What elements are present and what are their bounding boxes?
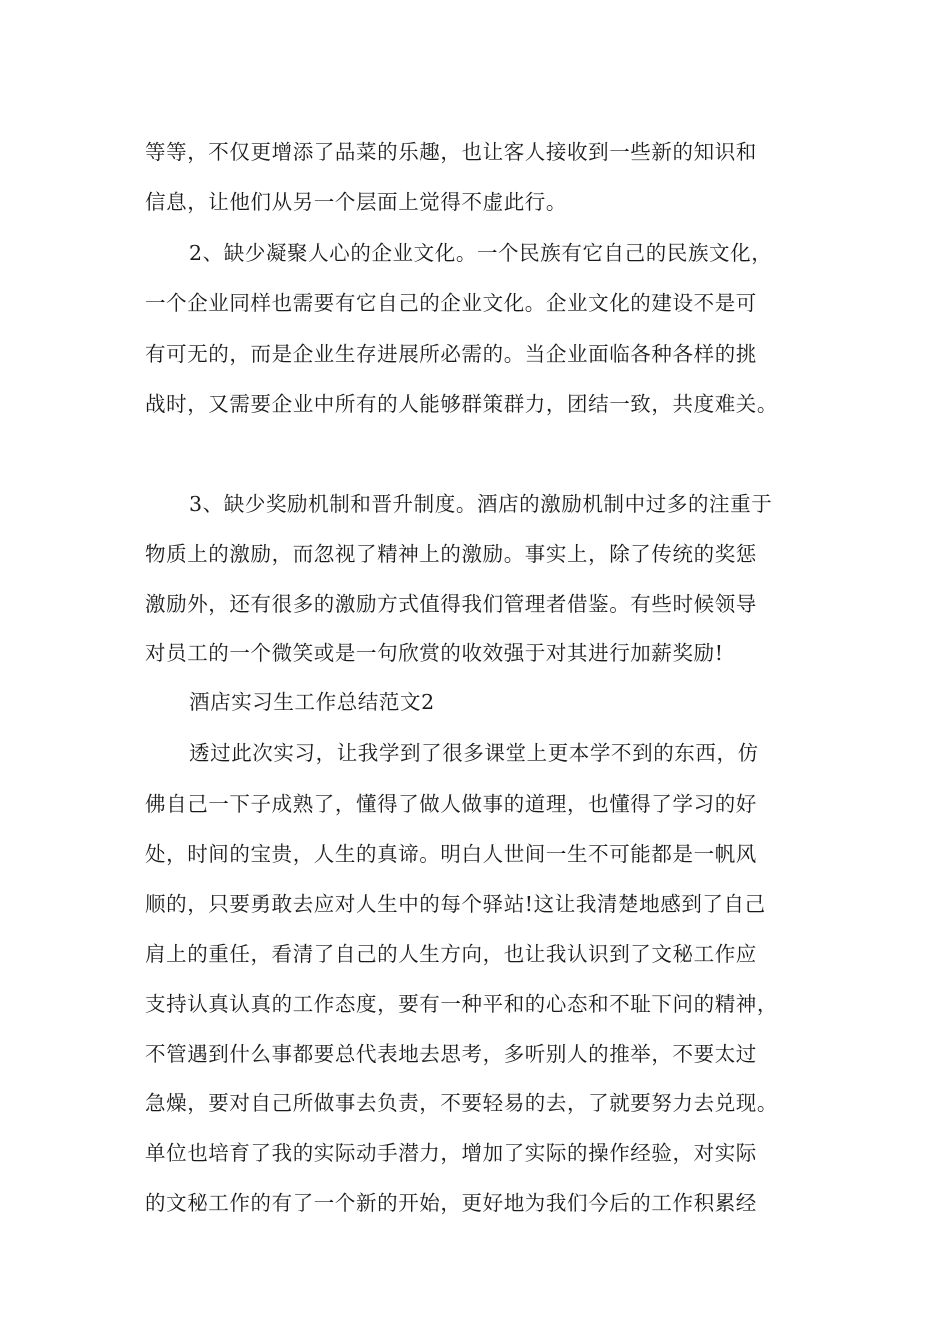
text-line: 急燥，要对自己所做事去负责，不要轻易的去，了就要努力去兑现。: [145, 1091, 778, 1115]
section-heading: 酒店实习生工作总结范文2: [189, 690, 435, 714]
paragraph-start-line: 透过此次实习，让我学到了很多课堂上更本学不到的东西，仿: [189, 741, 759, 765]
text-line: 信息，让他们从另一个层面上觉得不虚此行。: [145, 190, 567, 214]
text-line: 不管遇到什么事都要总代表地去思考，多听别人的推举，不要太过: [145, 1042, 757, 1066]
text-line: 战时，又需要企业中所有的人能够群策群力，团结一致，共度难关。: [145, 392, 778, 416]
text-line: 激励外，还有很多的激励方式值得我们管理者借鉴。有些时候领导: [145, 592, 757, 616]
text-line: 支持认真认真的工作态度，要有一种平和的心态和不耻下问的精神，: [145, 992, 778, 1016]
text-line: 一个企业同样也需要有它自己的企业文化。企业文化的建设不是可: [145, 291, 757, 315]
text-line: 的文秘工作的有了一个新的开始，更好地为我们今后的工作积累经: [145, 1191, 757, 1215]
text-line: 顺的，只要勇敢去应对人生中的每个驿站!这让我清楚地感到了自己: [145, 892, 766, 916]
text-line: 对员工的一个微笑或是一句欣赏的收效强于对其进行加薪奖励!: [145, 641, 724, 665]
text-line: 物质上的激励，而忽视了精神上的激励。事实上，除了传统的奖惩: [145, 542, 757, 566]
paragraph-start-line: 2、缺少凝聚人心的企业文化。一个民族有它自己的民族文化，: [189, 241, 773, 265]
text-line: 处，时间的宝贵，人生的真谛。明白人世间一生不可能都是一帆风: [145, 842, 757, 866]
text-line: 肩上的重任，看清了自己的人生方向，也让我认识到了文秘工作应: [145, 942, 757, 966]
text-line: 单位也培育了我的实际动手潜力，增加了实际的操作经验，对实际: [145, 1141, 757, 1165]
text-line: 有可无的，而是企业生存进展所必需的。当企业面临各种各样的挑: [145, 342, 757, 366]
paragraph-start-line: 3、缺少奖励机制和晋升制度。酒店的激励机制中过多的注重于: [189, 492, 773, 516]
text-line: 等等，不仅更增添了品菜的乐趣，也让客人接收到一些新的知识和: [145, 140, 757, 164]
text-line: 佛自己一下子成熟了，懂得了做人做事的道理，也懂得了学习的好: [145, 792, 757, 816]
